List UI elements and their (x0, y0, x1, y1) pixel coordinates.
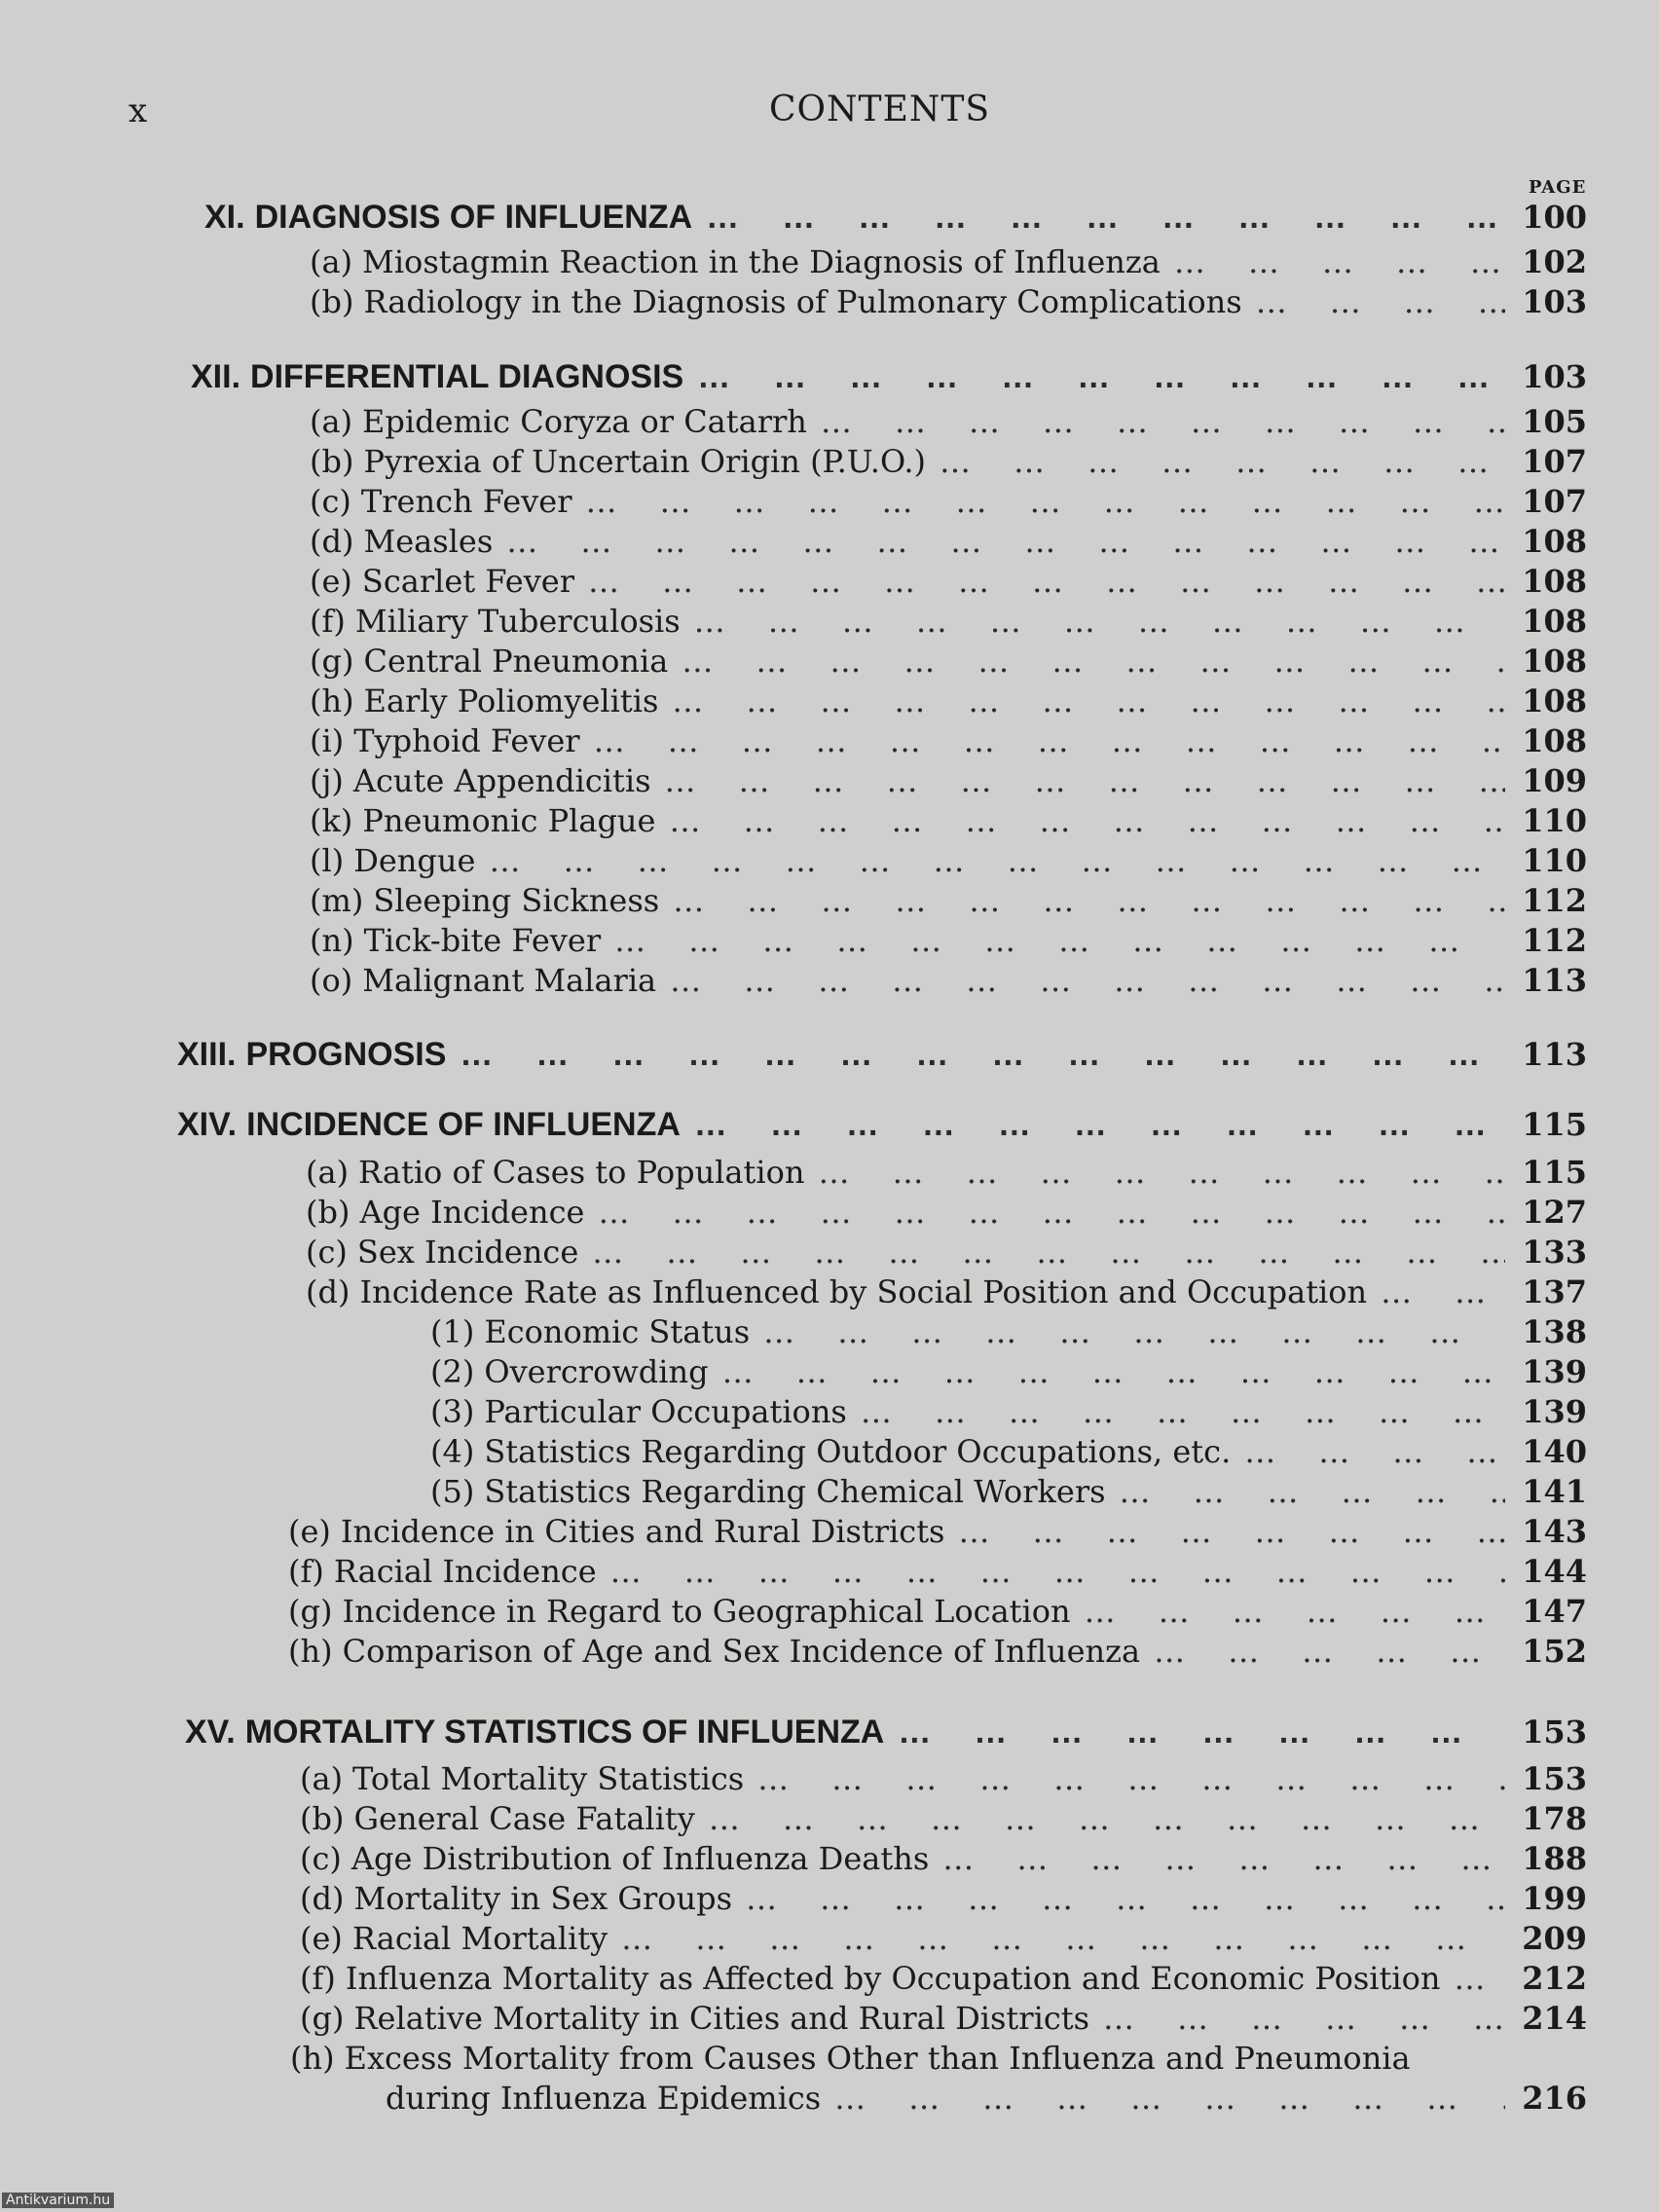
toc-entry (306, 1273, 1587, 1312)
entry-label: (a) (310, 403, 353, 440)
entry-title: Statistics Regarding Outdoor Occupations, etc. (484, 1433, 1232, 1470)
entry-title: Overcrowding (484, 1353, 709, 1390)
toc-subentry (430, 1313, 1587, 1352)
entry-page: 108 (1522, 523, 1587, 560)
toc-entry (306, 1194, 1587, 1233)
toc-entry (300, 1960, 1587, 1999)
chapter-heading (177, 1106, 1587, 1145)
toc-entry (310, 962, 1587, 1001)
entry-page: 112 (1522, 922, 1587, 959)
toc-entry (300, 1800, 1587, 1839)
entry-title: Tick-bite Fever (363, 922, 602, 959)
entry-label: (d) (300, 1880, 345, 1917)
entry-title: Measles (363, 523, 494, 560)
entry-page: 133 (1522, 1234, 1587, 1271)
toc-subentry (430, 1473, 1587, 1512)
entry-page: 139 (1522, 1353, 1587, 1390)
entry-title: Comparison of Age and Sex Incidence of Influenza (342, 1633, 1141, 1670)
leader-dots (585, 483, 1505, 520)
entry-label: (1) (430, 1313, 475, 1350)
entry-label: (c) (306, 1234, 348, 1271)
leader-dots (1120, 1473, 1505, 1510)
entry-page: 127 (1522, 1194, 1587, 1231)
entry-label: (h) (310, 682, 354, 719)
entry-page: 178 (1522, 1800, 1587, 1837)
chapter-heading (204, 199, 1587, 238)
entry-page: 108 (1522, 682, 1587, 719)
entry-page: 105 (1522, 403, 1587, 440)
leader-dots (588, 563, 1505, 600)
chapter-page: 153 (1522, 1714, 1587, 1751)
entry-title: Economic Status (484, 1313, 751, 1350)
leader-dots (610, 1553, 1505, 1590)
leader-dots (1103, 2000, 1505, 2037)
chapter-heading (191, 358, 1587, 397)
entry-title: Statistics Regarding Chemical Workers (484, 1473, 1106, 1510)
toc-entry (310, 523, 1587, 562)
toc-entry (310, 682, 1587, 721)
entry-label: (j) (310, 762, 344, 799)
chapter-numeral: XII. (191, 358, 241, 395)
entry-label: (g) (310, 643, 354, 680)
leader-dots (665, 762, 1505, 799)
entry-label: (a) (300, 1760, 344, 1797)
leader-dots (682, 643, 1505, 680)
chapter-heading (185, 1714, 1587, 1752)
entry-title: Central Pneumonia (363, 643, 669, 680)
leader-dots (594, 722, 1505, 759)
entry-page: 113 (1522, 962, 1587, 999)
toc-entry (288, 1513, 1587, 1552)
toc-entry (310, 283, 1587, 322)
toc-entry (310, 842, 1587, 881)
entry-label: (2) (430, 1353, 475, 1390)
entry-label: (3) (430, 1393, 475, 1430)
toc-subentry (430, 1393, 1587, 1432)
leader-dots (818, 1154, 1505, 1191)
entry-title: Epidemic Coryza or Catarrh (362, 403, 807, 440)
toc-subentry (430, 1433, 1587, 1472)
entry-title: Particular Occupations (484, 1393, 847, 1430)
leader-dots (1256, 283, 1505, 320)
leader-dots (460, 1036, 1505, 1074)
toc-entry (300, 1760, 1587, 1799)
leader-dots (1244, 1433, 1505, 1470)
chapter-numeral: XV. (185, 1714, 236, 1751)
entry-label: (h) (288, 1633, 333, 1670)
entry-title: Incidence in Regard to Geographical Location (342, 1593, 1071, 1630)
entry-page: 109 (1522, 762, 1587, 799)
entry-page: 107 (1522, 443, 1587, 480)
entry-page: 147 (1522, 1593, 1587, 1630)
leader-dots (746, 1880, 1505, 1917)
entry-title: Age Incidence (359, 1194, 585, 1231)
leader-dots (506, 523, 1505, 560)
leader-dots (940, 443, 1505, 480)
toc-entry (300, 1920, 1587, 1959)
entry-label: (h) (290, 2040, 335, 2077)
leader-dots (670, 962, 1505, 999)
toc-entry (310, 403, 1587, 442)
leader-dots (763, 1313, 1505, 1350)
toc-entry (310, 483, 1587, 522)
entry-title: Trench Fever (360, 483, 572, 520)
leader-dots (1454, 1960, 1505, 1997)
toc-entry (290, 2040, 1587, 2079)
entry-label: (a) (306, 1154, 350, 1191)
leader-dots (709, 1800, 1505, 1837)
entry-page: 153 (1522, 1760, 1587, 1797)
leader-dots (958, 1513, 1505, 1550)
entry-label: (b) (306, 1194, 350, 1231)
entry-page: 214 (1522, 2000, 1587, 2037)
entry-label: (f) (310, 603, 346, 640)
entry-page: 212 (1522, 1960, 1587, 1997)
page-number: x (129, 92, 148, 130)
leader-dots (861, 1393, 1505, 1430)
leader-dots (673, 882, 1505, 919)
toc-entry (306, 1234, 1587, 1272)
toc-entry (310, 643, 1587, 682)
entry-page: 139 (1522, 1393, 1587, 1430)
entry-page: 115 (1522, 1154, 1587, 1191)
toc-entry (300, 1880, 1587, 1919)
entry-page: 138 (1522, 1313, 1587, 1350)
chapter-page: 115 (1522, 1106, 1587, 1143)
toc-entry (310, 922, 1587, 961)
entry-title: Pyrexia of Uncertain Origin (P.U.O.) (363, 443, 926, 480)
entry-title: Pneumonic Plague (362, 802, 656, 839)
entry-title: Racial Mortality (351, 1920, 608, 1957)
entry-label: (b) (300, 1800, 345, 1837)
entry-title: Malignant Malaria (362, 962, 657, 999)
leader-dots (489, 842, 1505, 879)
entry-page: 137 (1522, 1273, 1587, 1310)
entry-page: 108 (1522, 643, 1587, 680)
entry-label: (4) (430, 1433, 475, 1470)
leader-dots (1154, 1633, 1505, 1670)
entry-title: Sex Incidence (356, 1234, 579, 1271)
entry-page: 199 (1522, 1880, 1587, 1917)
entry-title: Scarlet Fever (361, 563, 575, 600)
leader-dots (694, 1106, 1505, 1144)
entry-label: (m) (310, 882, 364, 919)
entry-page: 144 (1522, 1553, 1587, 1590)
leader-dots (722, 1353, 1505, 1390)
entry-page: 141 (1522, 1473, 1587, 1510)
entry-page: 103 (1522, 283, 1587, 320)
leader-dots (694, 603, 1505, 640)
page-column-label: PAGE (1529, 177, 1587, 198)
toc-entry (288, 1633, 1587, 1672)
entry-title: Typhoid Fever (353, 722, 580, 759)
running-head: CONTENTS (769, 90, 991, 129)
entry-title: Radiology in the Diagnosis of Pulmonary Complications (363, 283, 1242, 320)
leader-dots (898, 1714, 1505, 1751)
entry-page: 108 (1522, 722, 1587, 759)
leader-dots (592, 1234, 1505, 1271)
leader-dots (697, 358, 1505, 396)
toc-entry (310, 882, 1587, 921)
entry-label: (o) (310, 962, 353, 999)
toc-entry (310, 443, 1587, 482)
entry-title: Acute Appendicitis (352, 762, 651, 799)
chapter-numeral: XIV. (177, 1106, 238, 1143)
chapter-page: 100 (1522, 199, 1587, 236)
entry-label: (l) (310, 842, 345, 879)
leader-dots (942, 1840, 1505, 1877)
entry-label: (c) (300, 1840, 342, 1877)
entry-label: (a) (310, 243, 353, 280)
entry-page: 209 (1522, 1920, 1587, 1957)
entry-title: Age Distribution of Influenza Deaths (350, 1840, 930, 1877)
entry-page: 152 (1522, 1633, 1587, 1670)
toc-entry (310, 762, 1587, 801)
entry-label: (d) (310, 523, 354, 560)
toc-entry (310, 563, 1587, 602)
watermark: Antikvarium.hu (2, 2193, 114, 2208)
entry-page: 102 (1522, 243, 1587, 280)
entry-title: Relative Mortality in Cities and Rural Districts (353, 2000, 1090, 2037)
entry-page: 140 (1522, 1433, 1587, 1470)
entry-title: Incidence in Cities and Rural Districts (340, 1513, 945, 1550)
toc-entry (306, 1154, 1587, 1193)
toc-entry (300, 1840, 1587, 1879)
toc-entry (288, 1553, 1587, 1592)
entry-title: Sleeping Sickness (373, 882, 660, 919)
entry-page: 110 (1522, 842, 1587, 879)
entry-label: (f) (300, 1960, 336, 1997)
entry-title: Racial Incidence (333, 1553, 597, 1590)
entry-page: 110 (1522, 802, 1587, 839)
leader-dots (834, 2080, 1505, 2117)
toc-entry (310, 243, 1587, 282)
entry-title-continuation: during Influenza Epidemics (386, 2080, 822, 2117)
entry-label: (e) (288, 1513, 331, 1550)
leader-dots (669, 802, 1505, 839)
toc-entry (288, 1593, 1587, 1632)
entry-label: (c) (310, 483, 351, 520)
leader-dots (821, 403, 1505, 440)
entry-title: General Case Fatality (353, 1800, 695, 1837)
chapter-numeral: XIII. (177, 1036, 237, 1073)
chapter-heading (177, 1036, 1587, 1075)
entry-title: Influenza Mortality as Affected by Occupation and Economic Position (345, 1960, 1441, 1997)
entry-title: Total Mortality Statistics (352, 1760, 745, 1797)
entry-label: (g) (300, 2000, 345, 2037)
entry-label: (b) (310, 443, 354, 480)
leader-dots (757, 1760, 1505, 1797)
chapter-title: INCIDENCE OF INFLUENZA (246, 1106, 681, 1143)
leader-dots (621, 1920, 1505, 1957)
entry-label: (e) (300, 1920, 343, 1957)
entry-label: (n) (310, 922, 354, 959)
leader-dots (706, 199, 1505, 237)
chapter-page: 113 (1522, 1036, 1587, 1073)
entry-title: Miostagmin Reaction in the Diagnosis of Influenza (362, 243, 1161, 280)
entry-label: (f) (288, 1553, 324, 1590)
entry-title: Excess Mortality from Causes Other than Influenza and Pneumonia (344, 2040, 1411, 2077)
toc-entry-continuation (386, 2080, 1587, 2119)
toc-entry (300, 2000, 1587, 2039)
toc-entry (310, 603, 1587, 642)
entry-label: (b) (310, 283, 354, 320)
chapter-title: DIFFERENTIAL DIAGNOSIS (250, 358, 684, 395)
chapter-page: 103 (1522, 358, 1587, 395)
toc-entry (310, 722, 1587, 761)
entry-page: 112 (1522, 882, 1587, 919)
entry-page: 108 (1522, 603, 1587, 640)
toc-subentry (430, 1353, 1587, 1392)
entry-label: (k) (310, 802, 353, 839)
entry-title: Dengue (353, 842, 476, 879)
entry-title: Miliary Tuberculosis (354, 603, 681, 640)
toc-entry (310, 802, 1587, 841)
leader-dots (1381, 1273, 1505, 1310)
entry-page: 188 (1522, 1840, 1587, 1877)
chapter-title: MORTALITY STATISTICS OF INFLUENZA (244, 1714, 885, 1751)
entry-label: (d) (306, 1273, 350, 1310)
leader-dots (598, 1194, 1505, 1231)
chapter-title: DIAGNOSIS OF INFLUENZA (254, 199, 693, 236)
entry-title: Incidence Rate as Influenced by Social Position and Occupation (359, 1273, 1368, 1310)
entry-title: Mortality in Sex Groups (353, 1880, 733, 1917)
entry-label: (g) (288, 1593, 333, 1630)
entry-page: 108 (1522, 563, 1587, 600)
chapter-numeral: XI. (204, 199, 245, 236)
leader-dots (614, 922, 1505, 959)
leader-dots (672, 682, 1505, 719)
entry-page: 107 (1522, 483, 1587, 520)
entry-label: (5) (430, 1473, 475, 1510)
entry-page: 143 (1522, 1513, 1587, 1550)
entry-title: Early Poliomyelitis (363, 682, 659, 719)
leader-dots (1174, 243, 1505, 280)
entry-label: (e) (310, 563, 352, 600)
entry-page: 216 (1522, 2080, 1587, 2117)
chapter-title: PROGNOSIS (245, 1036, 447, 1073)
entry-label: (i) (310, 722, 345, 759)
leader-dots (1085, 1593, 1505, 1630)
entry-title: Ratio of Cases to Population (358, 1154, 805, 1191)
